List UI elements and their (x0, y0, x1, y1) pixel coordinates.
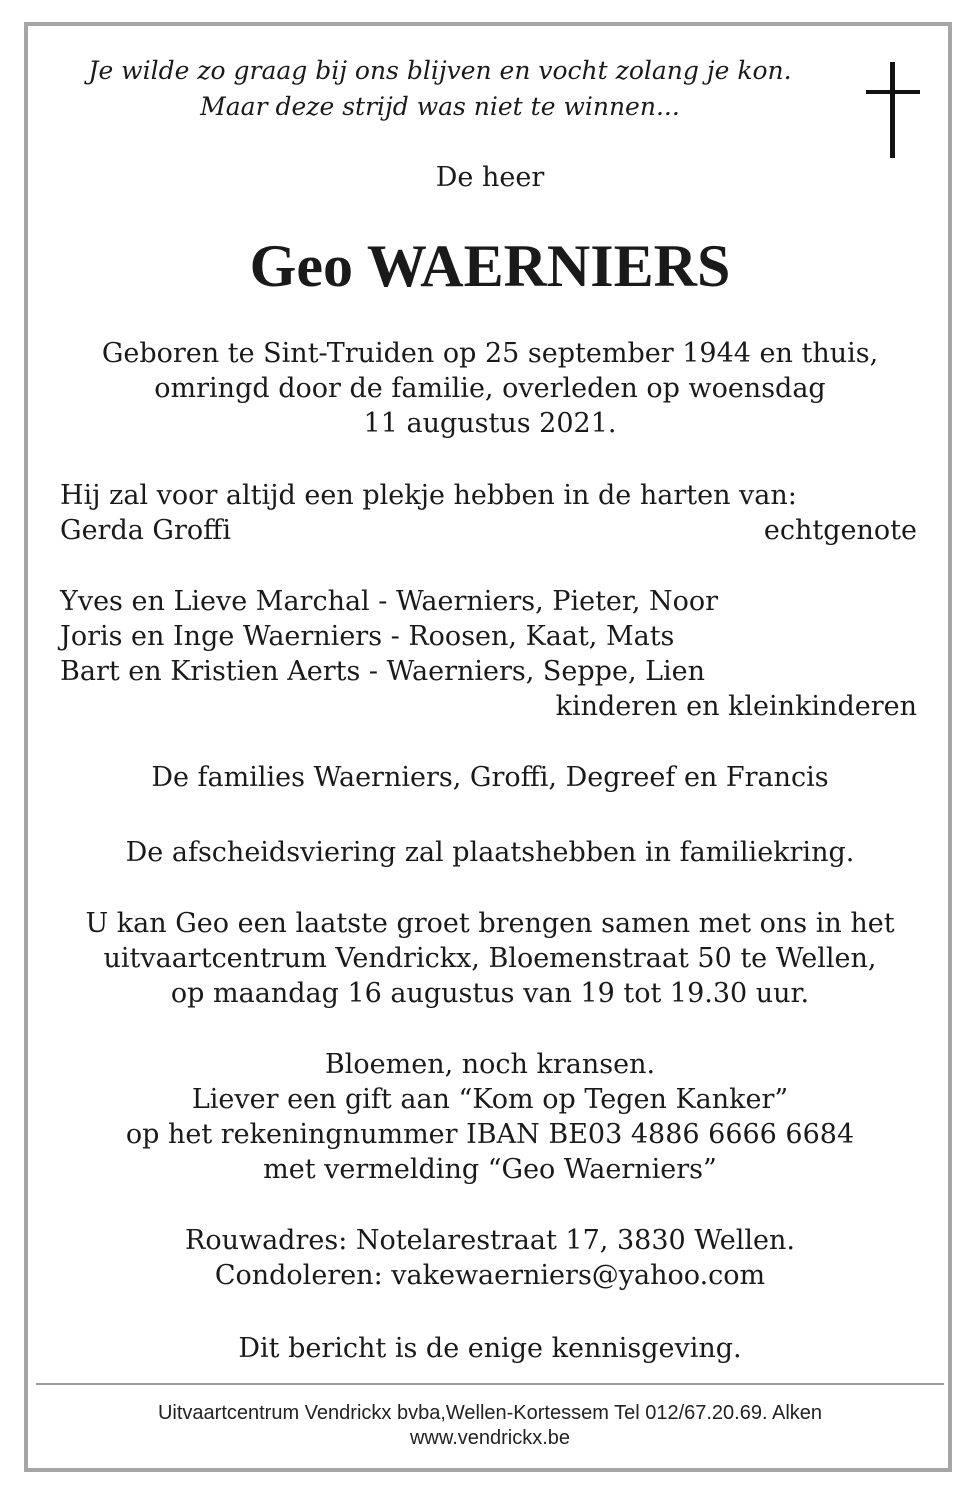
footer-divider (36, 1383, 944, 1385)
mourning-address: Rouwadres: Notelarestraat 17, 3830 Wellen. (184, 1225, 796, 1256)
condolence-email: Condoleren: vakewaerniers@yahoo.com (214, 1260, 766, 1291)
flowers-line-3: op het rekeningnummer IBAN BE03 4886 6666 6684 (125, 1119, 855, 1150)
flowers-line-2: Liever een gift aan “Kom op Tegen Kanker” (191, 1084, 789, 1115)
visit-line-2: uitvaartcentrum Vendrickx, Bloemenstraat 50 te Wellen, (103, 943, 877, 974)
notice-statement: Dit bericht is de enige kennisgeving. (238, 1333, 742, 1364)
flowers-line-1: Bloemen, noch kransen. (324, 1049, 656, 1080)
spouse-relation: echtgenote (763, 515, 917, 546)
birth-line-3: 11 augustus 2021. (363, 408, 617, 439)
children-relation: kinderen en kleinkinderen (555, 691, 917, 722)
poem-line-1: Je wilde zo graag bij ons blijven en vocht zolang je kon. (88, 56, 792, 85)
deceased-name: Geo WAERNIERS (249, 233, 731, 299)
footer-website: www.vendrickx.be (409, 1427, 571, 1449)
children-line-1: Yves en Lieve Marchal - Waerniers, Pieter, Noor (60, 586, 719, 617)
hearts-intro: Hij zal voor altijd een plekje hebben in de harten van: (60, 480, 797, 511)
poem-line-2: Maar deze strijd was niet te winnen... (200, 92, 680, 121)
visit-line-3: op maandag 16 augustus van 19 tot 19.30 uur. (170, 978, 810, 1009)
birth-line-2: omringd door de familie, overleden op woensdag (154, 373, 826, 404)
farewell: De afscheidsviering zal plaatshebben in familiekring. (125, 837, 855, 868)
families: De families Waerniers, Groffi, Degreef en Francis (151, 762, 829, 793)
birth-line-1: Geboren te Sint-Truiden op 25 september 1944 en thuis, (101, 338, 879, 369)
flowers-line-4: met vermelding “Geo Waerniers” (263, 1154, 717, 1185)
visit-line-1: U kan Geo een laatste groet brengen samen met ons in het (85, 908, 895, 939)
cross-icon (866, 62, 920, 158)
children-line-2: Joris en Inge Waerniers - Roosen, Kaat, Mats (60, 621, 675, 652)
footer-funeral-home: Uitvaartcentrum Vendrickx bvba,Wellen-Kortessem Tel 012/67.20.69. Alken (157, 1402, 823, 1424)
salutation: De heer (435, 162, 545, 193)
spouse-name: Gerda Groffi (60, 515, 231, 546)
children-line-3: Bart en Kristien Aerts - Waerniers, Seppe, Lien (60, 656, 706, 687)
